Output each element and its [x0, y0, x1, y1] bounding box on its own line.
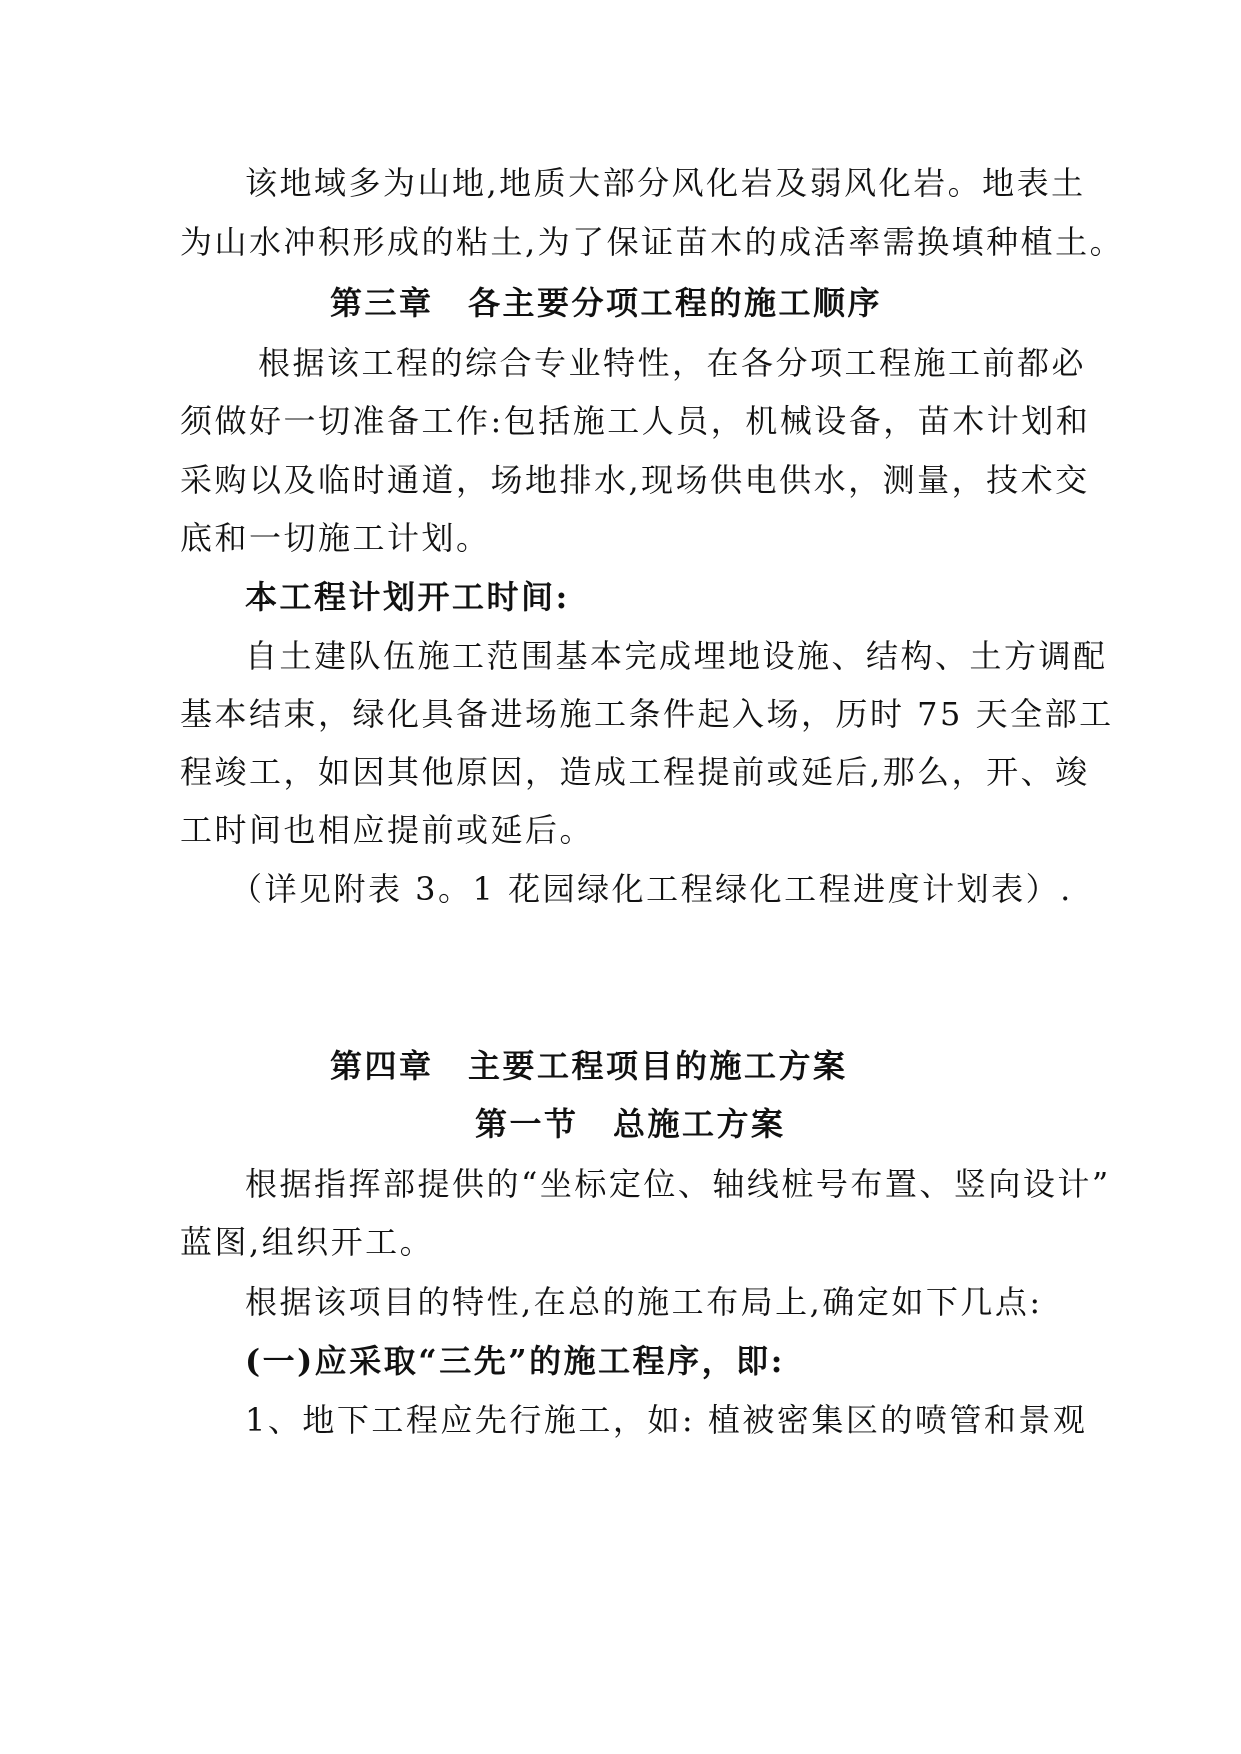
paragraph-line: 程竣工，如因其他原因，造成工程提前或延后,那么，开、竣	[180, 753, 1090, 791]
chapter-4-title: 第四章 主要工程项目的施工方案	[330, 1047, 848, 1085]
paragraph-line: 自土建队伍施工范围基本完成埋地设施、结构、土方调配	[245, 637, 1108, 675]
start-time-heading: 本工程计划开工时间:	[245, 578, 570, 616]
paragraph-line: 须做好一切准备工作:包括施工人员，机械设备，苗木计划和	[180, 402, 1091, 440]
paragraph-line: 工时间也相应提前或延后。	[180, 811, 595, 849]
paragraph-line: 根据该项目的特性,在总的施工布局上,确定如下几点:	[245, 1283, 1043, 1321]
paragraph-line: 1、地下工程应先行施工，如: 植被密集区的喷管和景观	[245, 1401, 1088, 1439]
paragraph-line: 蓝图,组织开工。	[180, 1223, 435, 1261]
section-1-title: 第一节 总施工方案	[475, 1105, 786, 1143]
paragraph-line: 基本结束，绿化具备进场施工条件起入场，历时 75 天全部工	[180, 695, 1114, 733]
chapter-3-title: 第三章 各主要分项工程的施工顺序	[330, 284, 883, 322]
paragraph-line: 根据该工程的综合专业特性，在各分项工程施工前都必	[258, 344, 1087, 382]
item-1-heading: (一)应采取“三先”的施工程序，即:	[245, 1342, 785, 1380]
paragraph-line: 为山水冲积形成的粘土,为了保证苗木的成活率需换填种植土。	[180, 223, 1125, 261]
paragraph-line: 该地域多为山地,地质大部分风化岩及弱风化岩。地表土	[245, 164, 1086, 202]
schedule-note: （详见附表 3。1 花园绿化工程绿化工程进度计划表）.	[230, 870, 1073, 908]
paragraph-line: 采购以及临时通道，场地排水,现场供电供水，测量，技术交	[180, 461, 1090, 499]
paragraph-line: 底和一切施工计划。	[180, 519, 491, 557]
paragraph-line: 根据指挥部提供的“坐标定位、轴线桩号布置、竖向设计”	[245, 1165, 1111, 1203]
